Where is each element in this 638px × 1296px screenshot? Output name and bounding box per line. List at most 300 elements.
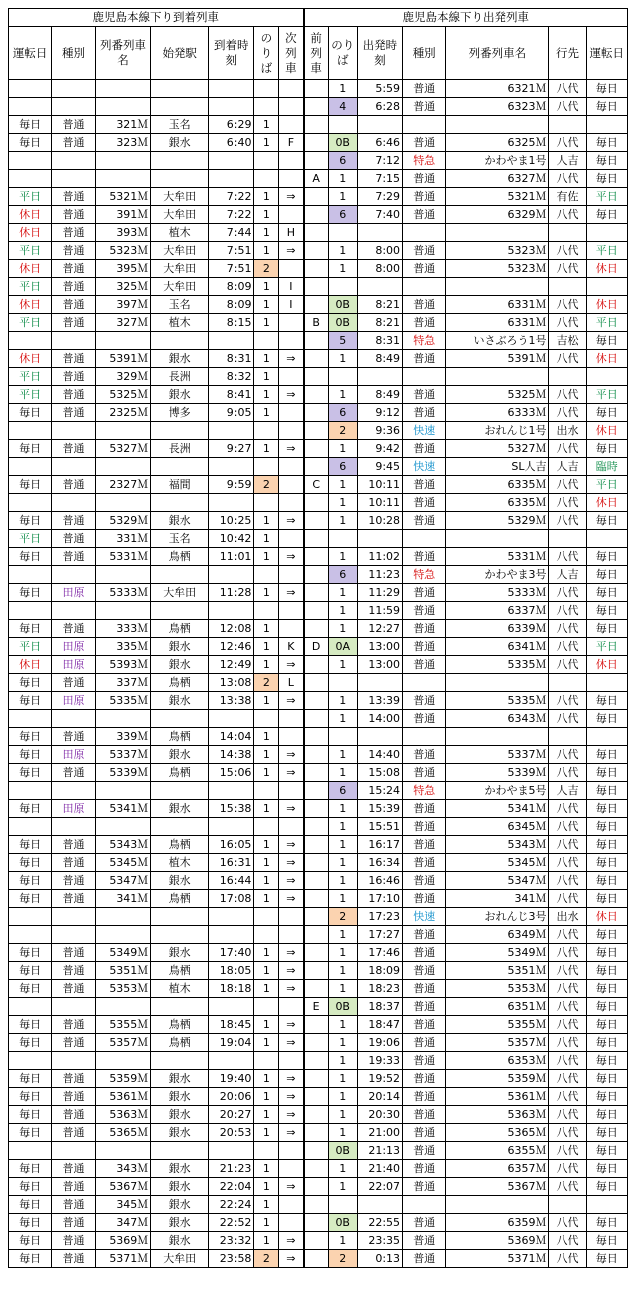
cell-departure-days: 毎日 bbox=[586, 1214, 627, 1232]
cell-departure-type: 普通 bbox=[403, 494, 446, 512]
cell-departure-type: 快速 bbox=[403, 908, 446, 926]
cell-days: 毎日 bbox=[9, 944, 52, 962]
table-row bbox=[9, 890, 628, 908]
cell-departure-time: 21:40 bbox=[357, 1160, 402, 1178]
cell-previous-train: D bbox=[304, 638, 329, 656]
cell-departure-days: 毎日 bbox=[586, 404, 627, 422]
cell-origin bbox=[151, 602, 209, 620]
cell-departure-days: 毎日 bbox=[586, 926, 627, 944]
cell-departure-type: 快速 bbox=[403, 422, 446, 440]
cell-platform: 2 bbox=[254, 260, 279, 278]
cell-next-train: ⇒ bbox=[279, 1232, 304, 1250]
cell-arrival-time bbox=[209, 566, 254, 584]
cell-departure-time: 8:31 bbox=[357, 332, 402, 350]
cell-departure-days: 毎日 bbox=[586, 998, 627, 1016]
cell-destination: 八代 bbox=[549, 1106, 586, 1124]
cell-departure-number: 5367Ｍ bbox=[446, 1178, 549, 1196]
cell-origin bbox=[151, 710, 209, 728]
cell-number: 5345Ｍ bbox=[95, 854, 151, 872]
table-row bbox=[9, 584, 628, 602]
cell-type: 普通 bbox=[52, 1196, 95, 1214]
table-row bbox=[9, 566, 628, 584]
cell-destination: 八代 bbox=[549, 1088, 586, 1106]
cell-number: 5341Ｍ bbox=[95, 800, 151, 818]
cell-departure-days: 毎日 bbox=[586, 836, 627, 854]
cell-departure-days: 毎日 bbox=[586, 1052, 627, 1070]
cell-number: 5321Ｍ bbox=[95, 188, 151, 206]
cell-number: 395Ｍ bbox=[95, 260, 151, 278]
cell-type bbox=[52, 422, 95, 440]
cell-platform: 1 bbox=[254, 350, 279, 368]
cell-previous-train bbox=[304, 152, 329, 170]
cell-origin bbox=[151, 170, 209, 188]
cell-origin: 大牟田 bbox=[151, 584, 209, 602]
cell-destination bbox=[549, 728, 586, 746]
cell-number: 5327Ｍ bbox=[95, 440, 151, 458]
cell-days: 平日 bbox=[9, 188, 52, 206]
table-row bbox=[9, 116, 628, 134]
cell-days: 毎日 bbox=[9, 620, 52, 638]
table-row bbox=[9, 728, 628, 746]
cell-origin: 鳥栖 bbox=[151, 620, 209, 638]
cell-previous-train bbox=[304, 494, 329, 512]
cell-departure-days: 毎日 bbox=[586, 566, 627, 584]
cell-departure-number: 5325Ｍ bbox=[446, 386, 549, 404]
cell-platform bbox=[254, 80, 279, 98]
cell-destination: 八代 bbox=[549, 314, 586, 332]
cell-days bbox=[9, 332, 52, 350]
cell-next-train bbox=[279, 728, 304, 746]
cell-departure-number: 5331Ｍ bbox=[446, 548, 549, 566]
cell-previous-train bbox=[304, 746, 329, 764]
cell-departure-type: 快速 bbox=[403, 458, 446, 476]
cell-departure-platform: 6 bbox=[328, 206, 357, 224]
cell-platform: 1 bbox=[254, 620, 279, 638]
cell-previous-train bbox=[304, 1214, 329, 1232]
cell-number: 335Ｍ bbox=[95, 638, 151, 656]
cell-platform bbox=[254, 170, 279, 188]
table-row bbox=[9, 206, 628, 224]
cell-platform: 2 bbox=[254, 476, 279, 494]
cell-number bbox=[95, 422, 151, 440]
cell-platform: 1 bbox=[254, 116, 279, 134]
cell-type bbox=[52, 998, 95, 1016]
cell-days: 毎日 bbox=[9, 692, 52, 710]
cell-days: 毎日 bbox=[9, 1250, 52, 1268]
cell-type bbox=[52, 602, 95, 620]
cell-platform bbox=[254, 782, 279, 800]
cell-origin: 銀水 bbox=[151, 746, 209, 764]
cell-departure-number: 6331Ｍ bbox=[446, 314, 549, 332]
cell-departure-days bbox=[586, 674, 627, 692]
cell-departure-platform: 1 bbox=[328, 548, 357, 566]
cell-departure-type bbox=[403, 1196, 446, 1214]
cell-platform: 1 bbox=[254, 1160, 279, 1178]
cell-departure-time: 13:39 bbox=[357, 692, 402, 710]
cell-departure-platform: 1 bbox=[328, 944, 357, 962]
cell-platform: 1 bbox=[254, 1214, 279, 1232]
cell-destination: 八代 bbox=[549, 296, 586, 314]
cell-platform bbox=[254, 566, 279, 584]
cell-platform: 1 bbox=[254, 800, 279, 818]
cell-departure-time: 16:46 bbox=[357, 872, 402, 890]
cell-arrival-time: 17:40 bbox=[209, 944, 254, 962]
cell-origin: 植木 bbox=[151, 854, 209, 872]
header-departure-type: 種別 bbox=[403, 27, 446, 80]
cell-departure-days: 毎日 bbox=[586, 692, 627, 710]
cell-destination: 八代 bbox=[549, 476, 586, 494]
cell-origin bbox=[151, 1142, 209, 1160]
cell-destination: 八代 bbox=[549, 998, 586, 1016]
cell-departure-time: 11:02 bbox=[357, 548, 402, 566]
cell-type: 普通 bbox=[52, 1232, 95, 1250]
table-row bbox=[9, 296, 628, 314]
cell-days: 毎日 bbox=[9, 674, 52, 692]
cell-next-train bbox=[279, 998, 304, 1016]
cell-destination: 八代 bbox=[549, 440, 586, 458]
cell-previous-train bbox=[304, 728, 329, 746]
table-row bbox=[9, 692, 628, 710]
cell-arrival-time: 8:09 bbox=[209, 278, 254, 296]
cell-arrival-time: 14:04 bbox=[209, 728, 254, 746]
cell-departure-type: 普通 bbox=[403, 296, 446, 314]
cell-departure-days bbox=[586, 224, 627, 242]
cell-arrival-time bbox=[209, 602, 254, 620]
cell-previous-train bbox=[304, 260, 329, 278]
cell-next-train bbox=[279, 620, 304, 638]
cell-departure-time: 14:00 bbox=[357, 710, 402, 728]
cell-departure-platform bbox=[328, 116, 357, 134]
cell-destination: 八代 bbox=[549, 692, 586, 710]
cell-platform: 1 bbox=[254, 1034, 279, 1052]
cell-previous-train bbox=[304, 386, 329, 404]
table-row bbox=[9, 188, 628, 206]
cell-departure-number: 5391Ｍ bbox=[446, 350, 549, 368]
cell-departure-time: 9:12 bbox=[357, 404, 402, 422]
cell-platform: 1 bbox=[254, 224, 279, 242]
table-row bbox=[9, 872, 628, 890]
cell-days bbox=[9, 602, 52, 620]
cell-departure-time: 7:15 bbox=[357, 170, 402, 188]
cell-origin: 大牟田 bbox=[151, 206, 209, 224]
table-row bbox=[9, 638, 628, 656]
cell-days: 休日 bbox=[9, 296, 52, 314]
cell-previous-train bbox=[304, 422, 329, 440]
cell-departure-type: 特急 bbox=[403, 566, 446, 584]
cell-origin: 鳥栖 bbox=[151, 1034, 209, 1052]
cell-departure-days: 毎日 bbox=[586, 782, 627, 800]
cell-type: 普通 bbox=[52, 530, 95, 548]
cell-number bbox=[95, 494, 151, 512]
cell-arrival-time: 8:31 bbox=[209, 350, 254, 368]
cell-next-train: K bbox=[279, 638, 304, 656]
cell-departure-type: 特急 bbox=[403, 332, 446, 350]
header-days: 運転日 bbox=[9, 27, 52, 80]
cell-departure-time: 16:34 bbox=[357, 854, 402, 872]
cell-previous-train bbox=[304, 512, 329, 530]
cell-origin: 銀水 bbox=[151, 1196, 209, 1214]
cell-next-train bbox=[279, 1196, 304, 1214]
cell-number: 2325Ｍ bbox=[95, 404, 151, 422]
cell-arrival-time: 7:22 bbox=[209, 188, 254, 206]
cell-type: 普通 bbox=[52, 1034, 95, 1052]
cell-departure-platform: 1 bbox=[328, 962, 357, 980]
cell-destination: 出水 bbox=[549, 422, 586, 440]
cell-destination: 有佐 bbox=[549, 188, 586, 206]
cell-origin: 大牟田 bbox=[151, 278, 209, 296]
cell-next-train: ⇒ bbox=[279, 800, 304, 818]
cell-departure-number: 5361Ｍ bbox=[446, 1088, 549, 1106]
cell-departure-number: 5363Ｍ bbox=[446, 1106, 549, 1124]
cell-departure-days: 毎日 bbox=[586, 1124, 627, 1142]
cell-type bbox=[52, 332, 95, 350]
cell-departure-number: 6337Ｍ bbox=[446, 602, 549, 620]
cell-departure-type: 普通 bbox=[403, 818, 446, 836]
cell-departure-platform: 1 bbox=[328, 260, 357, 278]
cell-destination: 出水 bbox=[549, 908, 586, 926]
table-row bbox=[9, 944, 628, 962]
cell-departure-type: 普通 bbox=[403, 692, 446, 710]
cell-next-train bbox=[279, 116, 304, 134]
cell-departure-number: 6349Ｍ bbox=[446, 926, 549, 944]
cell-departure-time: 18:37 bbox=[357, 998, 402, 1016]
header-destination: 行先 bbox=[549, 27, 586, 80]
cell-previous-train bbox=[304, 926, 329, 944]
cell-origin: 長洲 bbox=[151, 368, 209, 386]
cell-destination: 八代 bbox=[549, 134, 586, 152]
cell-destination: 八代 bbox=[549, 350, 586, 368]
cell-departure-days: 毎日 bbox=[586, 890, 627, 908]
cell-days: 平日 bbox=[9, 530, 52, 548]
cell-origin: 銀水 bbox=[151, 1124, 209, 1142]
cell-number: 397Ｍ bbox=[95, 296, 151, 314]
cell-departure-platform bbox=[328, 728, 357, 746]
cell-platform: 1 bbox=[254, 296, 279, 314]
cell-arrival-time bbox=[209, 998, 254, 1016]
cell-departure-days: 平日 bbox=[586, 188, 627, 206]
cell-number: 5333Ｍ bbox=[95, 584, 151, 602]
cell-departure-type: 普通 bbox=[403, 350, 446, 368]
cell-origin bbox=[151, 152, 209, 170]
cell-departure-number bbox=[446, 224, 549, 242]
cell-previous-train: A bbox=[304, 170, 329, 188]
cell-departure-type: 普通 bbox=[403, 656, 446, 674]
cell-departure-number: おれんじ3号 bbox=[446, 908, 549, 926]
cell-number: 333Ｍ bbox=[95, 620, 151, 638]
cell-departure-days: 毎日 bbox=[586, 710, 627, 728]
cell-departure-platform: 6 bbox=[328, 782, 357, 800]
cell-next-train: ⇒ bbox=[279, 944, 304, 962]
cell-previous-train bbox=[304, 548, 329, 566]
cell-departure-time: 0:13 bbox=[357, 1250, 402, 1268]
cell-departure-number bbox=[446, 674, 549, 692]
cell-days: 毎日 bbox=[9, 584, 52, 602]
cell-number: 5335Ｍ bbox=[95, 692, 151, 710]
cell-arrival-time bbox=[209, 170, 254, 188]
cell-arrival-time: 15:38 bbox=[209, 800, 254, 818]
cell-arrival-time: 16:05 bbox=[209, 836, 254, 854]
cell-days: 休日 bbox=[9, 350, 52, 368]
cell-departure-type: 普通 bbox=[403, 188, 446, 206]
cell-departure-time: 18:23 bbox=[357, 980, 402, 998]
cell-number bbox=[95, 566, 151, 584]
cell-destination bbox=[549, 278, 586, 296]
cell-destination: 八代 bbox=[549, 1142, 586, 1160]
cell-departure-time: 8:49 bbox=[357, 386, 402, 404]
cell-arrival-time bbox=[209, 98, 254, 116]
cell-next-train bbox=[279, 782, 304, 800]
cell-departure-number: 5337Ｍ bbox=[446, 746, 549, 764]
cell-departure-time: 15:08 bbox=[357, 764, 402, 782]
cell-departure-platform: 6 bbox=[328, 152, 357, 170]
cell-departure-number: 6327Ｍ bbox=[446, 170, 549, 188]
cell-arrival-time: 13:38 bbox=[209, 692, 254, 710]
cell-next-train: ⇒ bbox=[279, 980, 304, 998]
cell-platform: 1 bbox=[254, 530, 279, 548]
cell-departure-platform: 1 bbox=[328, 890, 357, 908]
cell-departure-type: 普通 bbox=[403, 1106, 446, 1124]
cell-departure-days bbox=[586, 530, 627, 548]
cell-departure-days: 毎日 bbox=[586, 548, 627, 566]
cell-days: 毎日 bbox=[9, 1124, 52, 1142]
cell-days bbox=[9, 818, 52, 836]
cell-days: 平日 bbox=[9, 386, 52, 404]
cell-destination: 八代 bbox=[549, 584, 586, 602]
cell-destination bbox=[549, 224, 586, 242]
cell-next-train bbox=[279, 1142, 304, 1160]
cell-arrival-time bbox=[209, 332, 254, 350]
cell-platform: 1 bbox=[254, 1124, 279, 1142]
cell-number bbox=[95, 80, 151, 98]
cell-next-train: ⇒ bbox=[279, 890, 304, 908]
cell-departure-type: 普通 bbox=[403, 584, 446, 602]
cell-departure-type: 普通 bbox=[403, 1232, 446, 1250]
cell-type bbox=[52, 926, 95, 944]
cell-number bbox=[95, 152, 151, 170]
cell-previous-train bbox=[304, 1034, 329, 1052]
cell-departure-time: 8:49 bbox=[357, 350, 402, 368]
cell-origin: 銀水 bbox=[151, 656, 209, 674]
cell-departure-time: 17:46 bbox=[357, 944, 402, 962]
cell-platform: 1 bbox=[254, 1178, 279, 1196]
cell-number bbox=[95, 818, 151, 836]
cell-departure-platform bbox=[328, 278, 357, 296]
cell-previous-train: B bbox=[304, 314, 329, 332]
cell-type: 田原 bbox=[52, 800, 95, 818]
cell-number: 5367Ｍ bbox=[95, 1178, 151, 1196]
cell-number: 391Ｍ bbox=[95, 206, 151, 224]
cell-type bbox=[52, 170, 95, 188]
cell-type bbox=[52, 710, 95, 728]
cell-departure-days: 平日 bbox=[586, 638, 627, 656]
cell-departure-number: 6331Ｍ bbox=[446, 296, 549, 314]
cell-departure-number: 6353Ｍ bbox=[446, 1052, 549, 1070]
cell-platform: 1 bbox=[254, 872, 279, 890]
cell-type: 普通 bbox=[52, 386, 95, 404]
cell-arrival-time: 7:51 bbox=[209, 242, 254, 260]
cell-destination: 八代 bbox=[549, 854, 586, 872]
cell-previous-train bbox=[304, 440, 329, 458]
cell-departure-time: 17:10 bbox=[357, 890, 402, 908]
cell-departure-time bbox=[357, 116, 402, 134]
cell-departure-number: 5335Ｍ bbox=[446, 692, 549, 710]
cell-departure-type bbox=[403, 278, 446, 296]
cell-previous-train bbox=[304, 818, 329, 836]
cell-type: 普通 bbox=[52, 188, 95, 206]
cell-number: 5351Ｍ bbox=[95, 962, 151, 980]
cell-platform: 1 bbox=[254, 368, 279, 386]
cell-origin: 銀水 bbox=[151, 134, 209, 152]
cell-departure-platform: 1 bbox=[328, 440, 357, 458]
cell-origin: 鳥栖 bbox=[151, 962, 209, 980]
cell-destination: 八代 bbox=[549, 260, 586, 278]
cell-destination: 八代 bbox=[549, 962, 586, 980]
cell-departure-days: 平日 bbox=[586, 314, 627, 332]
cell-days bbox=[9, 422, 52, 440]
cell-arrival-time bbox=[209, 908, 254, 926]
cell-departure-platform: 0A bbox=[328, 638, 357, 656]
cell-days bbox=[9, 566, 52, 584]
cell-previous-train bbox=[304, 692, 329, 710]
cell-days: 平日 bbox=[9, 242, 52, 260]
cell-platform: 1 bbox=[254, 1016, 279, 1034]
cell-days: 毎日 bbox=[9, 890, 52, 908]
table-row bbox=[9, 998, 628, 1016]
cell-next-train bbox=[279, 404, 304, 422]
cell-departure-number bbox=[446, 728, 549, 746]
cell-platform: 1 bbox=[254, 854, 279, 872]
cell-departure-platform: 1 bbox=[328, 80, 357, 98]
cell-departure-days: 休日 bbox=[586, 422, 627, 440]
cell-origin: 銀水 bbox=[151, 1160, 209, 1178]
cell-departure-number: 6325Ｍ bbox=[446, 134, 549, 152]
cell-platform bbox=[254, 152, 279, 170]
table-row bbox=[9, 80, 628, 98]
cell-arrival-time: 13:08 bbox=[209, 674, 254, 692]
cell-departure-time: 15:24 bbox=[357, 782, 402, 800]
cell-platform: 1 bbox=[254, 656, 279, 674]
header-departure-number: 列番列車名 bbox=[446, 27, 549, 80]
table-row bbox=[9, 764, 628, 782]
cell-departure-type: 普通 bbox=[403, 764, 446, 782]
table-row bbox=[9, 962, 628, 980]
cell-next-train: F bbox=[279, 134, 304, 152]
cell-days: 毎日 bbox=[9, 962, 52, 980]
cell-departure-time: 22:07 bbox=[357, 1178, 402, 1196]
cell-arrival-time bbox=[209, 422, 254, 440]
cell-destination: 八代 bbox=[549, 764, 586, 782]
cell-next-train: L bbox=[279, 674, 304, 692]
cell-next-train bbox=[279, 602, 304, 620]
cell-departure-number: 6359Ｍ bbox=[446, 1214, 549, 1232]
cell-type: 普通 bbox=[52, 548, 95, 566]
cell-departure-type: 普通 bbox=[403, 1142, 446, 1160]
cell-type: 普通 bbox=[52, 872, 95, 890]
cell-number: 2327Ｍ bbox=[95, 476, 151, 494]
cell-platform bbox=[254, 908, 279, 926]
cell-origin: 大牟田 bbox=[151, 188, 209, 206]
cell-departure-days: 毎日 bbox=[586, 332, 627, 350]
cell-days: 平日 bbox=[9, 638, 52, 656]
cell-departure-number: 5353Ｍ bbox=[446, 980, 549, 998]
cell-departure-time: 21:00 bbox=[357, 1124, 402, 1142]
cell-destination: 八代 bbox=[549, 656, 586, 674]
cell-departure-number: 5323Ｍ bbox=[446, 242, 549, 260]
cell-days: 平日 bbox=[9, 278, 52, 296]
cell-departure-type: 普通 bbox=[403, 944, 446, 962]
cell-next-train: ⇒ bbox=[279, 386, 304, 404]
cell-departure-number: 6345Ｍ bbox=[446, 818, 549, 836]
